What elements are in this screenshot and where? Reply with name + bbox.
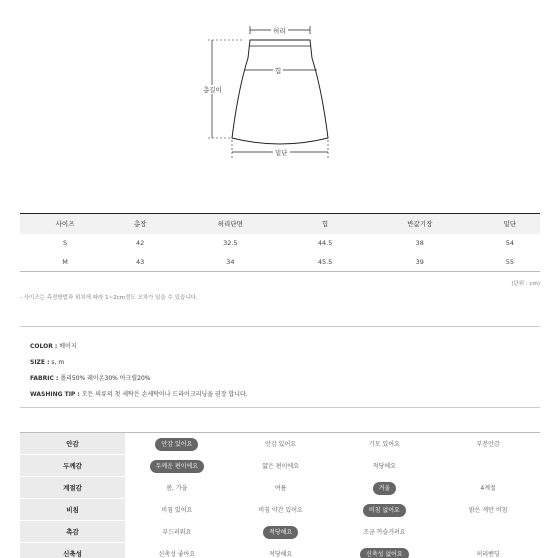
color-row (30, 339, 530, 355)
attr-row-season (20, 477, 540, 499)
table-cell: M (20, 253, 110, 272)
table-cell: S (63, 239, 68, 247)
size-value: s, m (51, 359, 65, 366)
size-diagram (0, 0, 558, 175)
header-half-length: 반값기장 (360, 214, 480, 234)
attr-option: 밝은 색만 비침 (468, 506, 508, 514)
attr-option: 기모 있어요 (368, 440, 400, 448)
length-label: 총길이 (203, 86, 222, 94)
attr-option: 얇은 편이에요 (262, 462, 299, 470)
color-key: COLOR : (30, 343, 58, 350)
attr-option: 두께운 편이에요 (150, 460, 204, 473)
fabric-value: 폴리50% 레이온30% 아크릴20% (60, 375, 151, 382)
hip-label: 힙 (275, 67, 282, 75)
attr-option: 겨울 (373, 482, 397, 495)
table-cell: 55 (480, 253, 540, 272)
header-hem: 밑단 (480, 214, 540, 234)
attr-option: 적당해요 (263, 526, 298, 539)
washing-key: WASHING TIP : (30, 391, 80, 398)
header-hip: 힙 (290, 214, 359, 234)
attr-option: 봄, 가을 (166, 484, 188, 492)
table-cell: 42 (136, 239, 145, 247)
table-cell: 32.5 (223, 239, 238, 247)
measurement-note: - 사이즈는 측정방법과 위치에 따라 1~2cm정도 오차가 있을 수 있습니다. (20, 295, 198, 301)
washing-row (30, 387, 530, 403)
header-size: 사이즈 (20, 214, 110, 234)
attr-option: 비침 없어요 (363, 504, 406, 517)
table-cell: 44.5 (317, 239, 333, 247)
attr-label: 비침 (20, 499, 125, 521)
attr-label: 두께감 (20, 455, 125, 477)
color-value: 베이지 (59, 343, 77, 350)
attr-row-lining (20, 433, 540, 455)
table-cell: 43 (110, 253, 170, 272)
size-key: SIZE : (30, 359, 50, 366)
fabric-key: FABRIC : (30, 375, 59, 382)
attr-option: 4계절 (480, 484, 496, 492)
size-table (20, 213, 540, 272)
attr-option: 부분안감 (476, 440, 500, 448)
table-cell: 38 (415, 239, 424, 247)
attr-label: 촉감 (20, 521, 125, 543)
attr-option: 비침 있어요 (161, 506, 193, 514)
attr-option: 여름 (274, 484, 287, 492)
attr-option: 비침 약간 있어요 (258, 506, 303, 514)
attribute-table (20, 432, 540, 558)
table-cell: 34 (170, 253, 290, 272)
attr-option: 안감 있어요 (155, 438, 198, 451)
product-info (20, 326, 540, 408)
table-row (20, 253, 540, 272)
attr-option: 안감 있어요 (265, 440, 297, 448)
attr-option: 허리밴딩 (476, 550, 500, 558)
attr-option: 적당해요 (269, 550, 293, 558)
waist-label: 허리 (273, 27, 286, 35)
attr-option: 적당해요 (372, 462, 396, 470)
washing-value: 모든 의류의 첫 세탁은 손세탁이나 드라이크리닝을 권장 합니다. (81, 391, 248, 398)
table-cell: 54 (505, 239, 515, 247)
attr-row-sheerness (20, 499, 540, 521)
attr-option: 신축성 좋아요 (158, 550, 196, 558)
attr-label: 안감 (20, 433, 125, 455)
table-cell: 45.5 (290, 253, 359, 272)
fabric-row (30, 371, 530, 387)
table-cell: 39 (360, 253, 480, 272)
size-row (30, 355, 530, 371)
attr-row-texture (20, 521, 540, 543)
attr-row-thickness (20, 455, 540, 477)
attr-label: 신축성 (20, 543, 125, 558)
attr-option: 부드러워요 (162, 528, 192, 536)
attr-row-stretch (20, 543, 540, 558)
hem-label: 밑단 (275, 149, 288, 157)
attr-option: 신축성 없어요 (360, 548, 409, 558)
size-table-header (20, 214, 540, 234)
header-length: 총장 (110, 214, 170, 234)
attr-option: 조금 까슬거려요 (363, 528, 406, 536)
table-row (20, 234, 540, 253)
unit-label: (단위 : cm) (511, 281, 540, 287)
header-waist: 허리단면 (170, 214, 290, 234)
attr-label: 계절감 (20, 477, 125, 499)
